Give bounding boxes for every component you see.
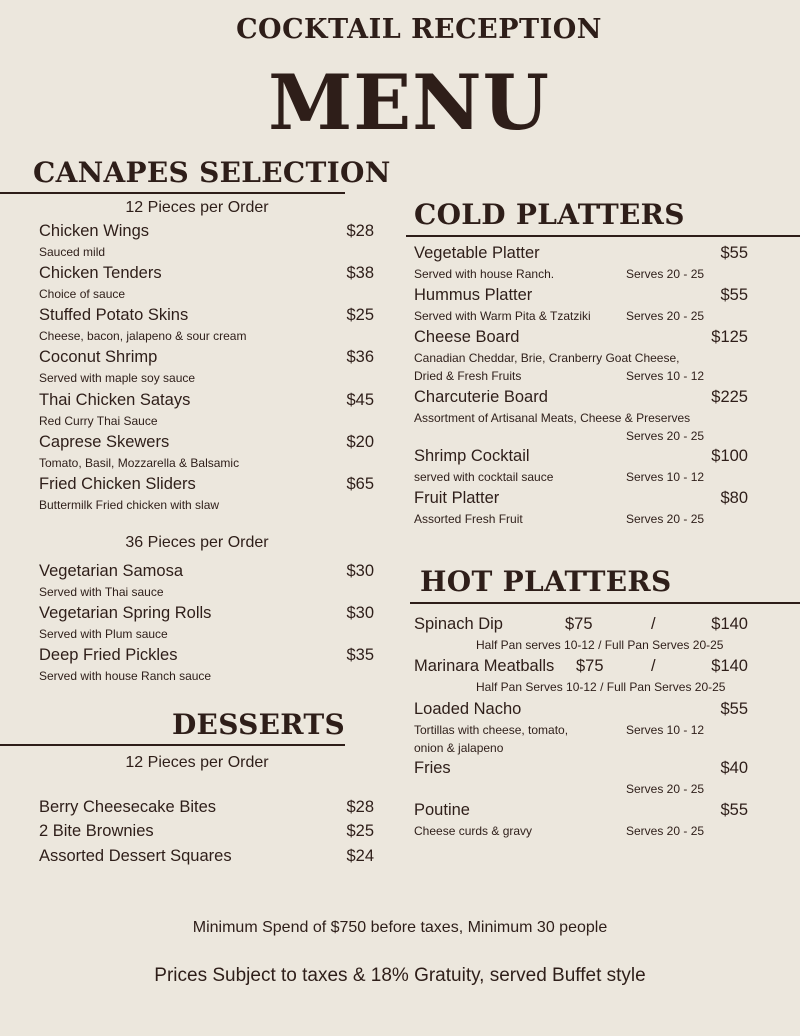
canapes-note-36: 36 Pieces per Order xyxy=(125,534,269,551)
item-serves: Serves 20 - 25 xyxy=(626,267,705,281)
item-name: Thai Chicken Satays xyxy=(39,391,191,409)
hot-platter-item xyxy=(414,700,754,760)
item-name: Fruit Platter xyxy=(414,489,500,507)
canape-item xyxy=(39,264,374,306)
desserts-note: 12 Pieces per Order xyxy=(125,754,269,771)
item-serves: Serves 10 - 12 xyxy=(626,470,705,484)
item-description-line2: onion & jalapeno xyxy=(414,741,504,755)
canape-item xyxy=(39,433,374,475)
item-name: Vegetarian Spring Rolls xyxy=(39,604,212,622)
item-name: Shrimp Cocktail xyxy=(414,447,530,465)
item-name: Stuffed Potato Skins xyxy=(39,306,189,324)
item-name: Fries xyxy=(414,759,451,777)
item-price: $25 xyxy=(346,822,374,840)
menu-title: MENU xyxy=(268,58,550,147)
item-serves: Serves 10 - 12 xyxy=(626,723,705,737)
cold-platter-item xyxy=(414,489,754,531)
item-name: Deep Fried Pickles xyxy=(39,646,178,664)
hot-platters-divider xyxy=(410,602,800,604)
item-price: $24 xyxy=(346,847,374,865)
item-description: Cheese curds & gravy xyxy=(414,824,533,838)
item-price: $30 xyxy=(346,604,374,622)
canapes-divider xyxy=(0,192,345,194)
item-description: Assorted Fresh Fruit xyxy=(414,512,523,526)
item-name: Fried Chicken Sliders xyxy=(39,475,196,493)
item-serves: Serves 20 - 25 xyxy=(626,782,705,796)
item-price: $80 xyxy=(720,489,748,507)
item-serves: Serves 20 - 25 xyxy=(626,824,705,838)
item-name: Loaded Nacho xyxy=(414,700,522,718)
item-description: Canadian Cheddar, Brie, Cranberry Goat Cheese, xyxy=(414,351,680,365)
item-name: Chicken Wings xyxy=(39,222,150,240)
item-half-price: $75 xyxy=(576,657,604,675)
item-serves: Serves 20 - 25 xyxy=(626,429,705,443)
item-description: Sauced mild xyxy=(39,245,106,259)
item-description: Choice of sauce xyxy=(39,287,126,301)
item-price: $125 xyxy=(711,328,748,346)
item-description: Served with Warm Pita & Tzatziki xyxy=(414,309,591,323)
item-description: Served with maple soy sauce xyxy=(39,371,196,385)
item-description: Half Pan Serves 10-12 / Full Pan Serves 20-25 xyxy=(476,680,726,694)
price-separator: / xyxy=(651,657,656,675)
hot-platter-item xyxy=(414,615,754,657)
item-name: Poutine xyxy=(414,801,470,819)
item-description: Served with Plum sauce xyxy=(39,627,168,641)
item-serves: Serves 20 - 25 xyxy=(626,512,705,526)
canape-item xyxy=(39,604,374,646)
item-price: $38 xyxy=(346,264,374,282)
item-price: $35 xyxy=(346,646,374,664)
item-name: Coconut Shrimp xyxy=(39,348,158,366)
cold-platters-divider xyxy=(406,235,800,237)
canapes-heading: CANAPES SELECTION xyxy=(33,156,391,189)
hot-platter-item xyxy=(414,657,754,699)
item-price: $45 xyxy=(346,391,374,409)
item-description: Red Curry Thai Sauce xyxy=(39,414,158,428)
item-price: $65 xyxy=(346,475,374,493)
item-price: $55 xyxy=(720,244,748,262)
desserts-divider xyxy=(0,744,345,746)
pricing-note: Prices Subject to taxes & 18% Gratuity, served Buffet style xyxy=(154,965,646,986)
canape-item xyxy=(39,562,374,604)
cold-platter-item xyxy=(414,244,754,286)
item-name: Chicken Tenders xyxy=(39,264,162,282)
item-price: $28 xyxy=(346,222,374,240)
item-price: $140 xyxy=(711,615,748,633)
canape-item xyxy=(39,391,374,433)
item-serves: Serves 10 - 12 xyxy=(626,369,705,383)
item-name: 2 Bite Brownies xyxy=(39,822,154,840)
minimum-spend-note: Minimum Spend of $750 before taxes, Minimum 30 people xyxy=(192,919,608,936)
item-price: $36 xyxy=(346,348,374,366)
canape-item xyxy=(39,475,374,517)
item-price: $20 xyxy=(346,433,374,451)
item-serves: Serves 20 - 25 xyxy=(626,309,705,323)
canape-item xyxy=(39,348,374,390)
item-description-line2: Dried & Fresh Fruits xyxy=(414,369,522,383)
cold-platters-heading: COLD PLATTERS xyxy=(414,198,685,231)
hot-platter-item xyxy=(414,801,754,843)
desserts-heading: DESSERTS xyxy=(171,708,345,741)
item-description: Served with Thai sauce xyxy=(39,585,164,599)
item-name: Berry Cheesecake Bites xyxy=(39,798,216,816)
item-name: Vegetable Platter xyxy=(414,244,540,262)
item-description: Buttermilk Fried chicken with slaw xyxy=(39,498,220,512)
item-price: $100 xyxy=(711,447,748,465)
item-description: served with cocktail sauce xyxy=(414,470,554,484)
dessert-item xyxy=(39,798,374,822)
menu-subtitle: COCKTAIL RECEPTION xyxy=(236,14,602,45)
canape-item xyxy=(39,222,374,264)
item-price: $55 xyxy=(720,286,748,304)
item-name: Vegetarian Samosa xyxy=(39,562,184,580)
item-price: $140 xyxy=(711,657,748,675)
canape-item xyxy=(39,306,374,348)
item-description: Cheese, bacon, jalapeno & sour cream xyxy=(39,329,247,343)
item-name: Assorted Dessert Squares xyxy=(39,847,232,865)
item-price: $30 xyxy=(346,562,374,580)
cold-platter-item xyxy=(414,388,754,448)
item-name: Hummus Platter xyxy=(414,286,533,304)
item-name: Caprese Skewers xyxy=(39,433,170,451)
item-name: Charcuterie Board xyxy=(414,388,548,406)
canapes-note-12: 12 Pieces per Order xyxy=(125,199,269,216)
item-description: Served with house Ranch. xyxy=(414,267,555,281)
dessert-item xyxy=(39,847,374,871)
canape-item xyxy=(39,646,374,688)
dessert-item xyxy=(39,822,374,846)
item-name: Cheese Board xyxy=(414,328,520,346)
cold-platter-item xyxy=(414,328,754,388)
item-name: Spinach Dip xyxy=(414,615,503,633)
item-description: Tortillas with cheese, tomato, xyxy=(414,723,569,737)
cold-platter-item xyxy=(414,447,754,489)
item-price: $28 xyxy=(346,798,374,816)
item-description: Half Pan serves 10-12 / Full Pan Serves 20-25 xyxy=(476,638,724,652)
item-description: Served with house Ranch sauce xyxy=(39,669,212,683)
item-description: Assortment of Artisanal Meats, Cheese & Preserves xyxy=(414,411,691,425)
item-description: Tomato, Basil, Mozzarella & Balsamic xyxy=(39,456,240,470)
hot-platters-heading: HOT PLATTERS xyxy=(420,565,672,598)
hot-platter-item xyxy=(414,759,754,801)
cold-platter-item xyxy=(414,286,754,328)
price-separator: / xyxy=(651,615,656,633)
item-name: Marinara Meatballs xyxy=(414,657,555,675)
item-price: $25 xyxy=(346,306,374,324)
item-price: $55 xyxy=(720,700,748,718)
item-price: $55 xyxy=(720,801,748,819)
item-half-price: $75 xyxy=(565,615,593,633)
item-price: $225 xyxy=(711,388,748,406)
item-price: $40 xyxy=(720,759,748,777)
